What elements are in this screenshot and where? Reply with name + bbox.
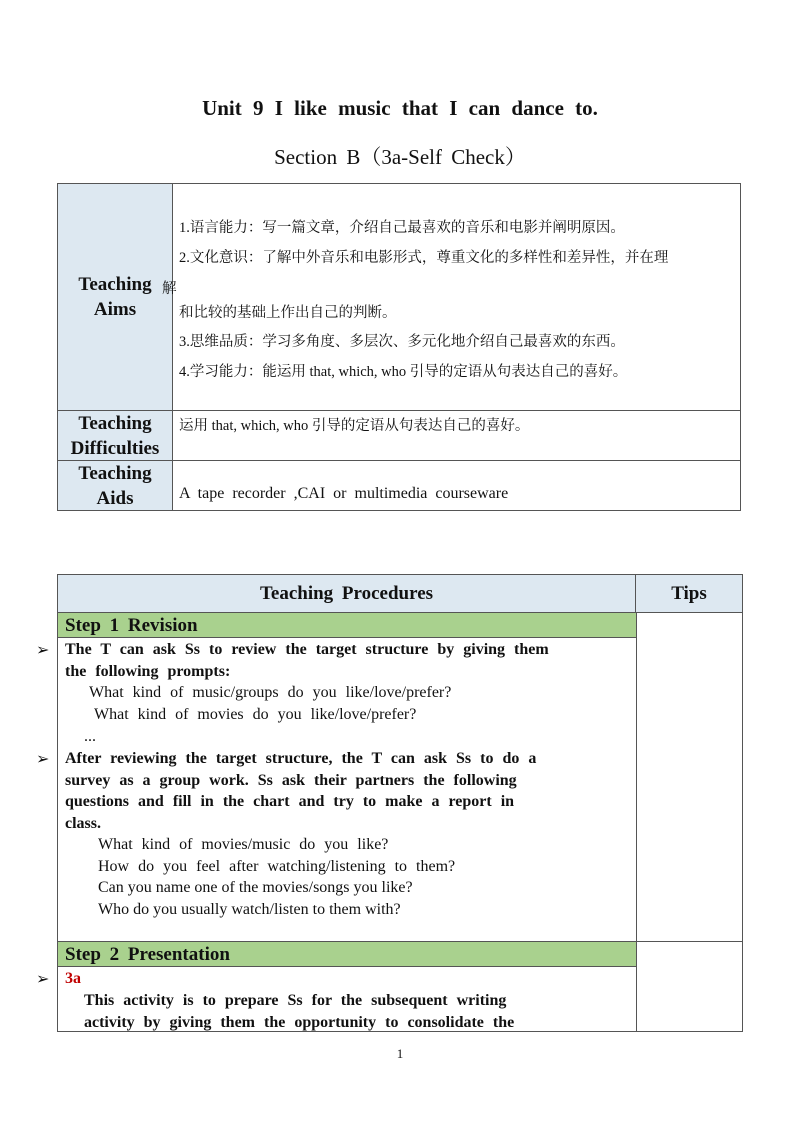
column-divider [636, 613, 637, 1031]
document-subtitle: Section B（3a-Self Check） [274, 145, 526, 169]
step2-activity-label: 3a [65, 970, 81, 987]
difficulties-content: 运用 that, which, who 引导的定语从句表达自己的喜好。 [179, 418, 530, 434]
aids-label-line2: Aids [96, 487, 134, 509]
aims-label-line1: Teaching [78, 274, 152, 295]
bullet-arrow-icon: ➢ [36, 642, 50, 659]
aids-content: A tape recorder ,CAI or multimedia courseware [179, 485, 509, 502]
step1-survey-question: Who do you usually watch/listen to them with? [98, 901, 401, 918]
difficulties-label-line2: Difficulties [70, 437, 160, 459]
step1-survey-question: What kind of movies/music do you like? [98, 836, 389, 853]
step1-para1-line: the following prompts: [65, 663, 231, 680]
aims-content [173, 184, 740, 410]
aim-item: 和比较的基础上作出自己的判断。 [179, 305, 397, 321]
step1-question: What kind of movies do you like/love/prefer? [94, 706, 417, 723]
step1-ellipsis: ... [84, 728, 96, 745]
aims-row [58, 184, 740, 411]
step1-para1-line: The T can ask Ss to review the target structure by giving them [65, 641, 549, 658]
tips-header: Tips [636, 575, 742, 613]
bullet-arrow-icon: ➢ [36, 751, 50, 768]
difficulties-label-line1: Teaching [78, 412, 152, 434]
document-title: Unit 9 I like music that I can dance to. [202, 96, 598, 120]
step1-para2-line: After reviewing the target structure, the T can ask Ss to do a [65, 750, 537, 767]
teaching-info-table [57, 183, 741, 511]
page-number: 1 [396, 1046, 404, 1061]
aids-label [58, 461, 173, 510]
step1-survey-question: How do you feel after watching/listening to them? [98, 858, 456, 875]
procedures-header: Teaching Procedures [58, 575, 636, 613]
step2-para-line: This activity is to prepare Ss for the subsequent writing [84, 992, 507, 1009]
aids-row [58, 461, 740, 510]
bullet-arrow-icon: ➢ [36, 971, 50, 988]
aim-item: 4.学习能力：能运用 that, which, who 引导的定语从句表达自己的喜好。 [179, 364, 628, 380]
step1-para2-line: survey as a group work. Ss ask their partners the following [65, 772, 517, 789]
aim-item: 2.文化意识：了解中外音乐和电影形式，尊重文化的多样性和差异性，并在理 [179, 250, 669, 266]
tips-row-divider [636, 941, 742, 942]
step1-question: What kind of music/groups do you like/love/prefer? [89, 684, 452, 701]
aims-label [58, 184, 173, 410]
step1-survey-question: Can you name one of the movies/songs you like? [98, 879, 413, 896]
difficulties-label [58, 411, 173, 460]
aim-item: 1.语言能力：写一篇文章，介绍自己最喜欢的音乐和电影并阐明原因。 [179, 220, 625, 236]
procedures-table [36, 574, 743, 1032]
aims-label-line2: Aims [93, 299, 137, 320]
aids-label-line1: Teaching [78, 462, 152, 484]
aims-overflow-char: 解 [162, 281, 177, 297]
difficulties-row [58, 411, 740, 461]
step2-para-line: activity by giving them the opportunity to consolidate the [84, 1014, 515, 1031]
aim-item: 3.思维品质：学习多角度、多层次、多元化地介绍自己最喜欢的东西。 [179, 334, 625, 350]
step1-para2-line: class. [65, 815, 101, 832]
step1-para2-line: questions and fill in the chart and try to make a report in [65, 793, 515, 810]
step1-title: Step 1 Revision [58, 613, 636, 638]
step2-title: Step 2 Presentation [58, 941, 636, 967]
